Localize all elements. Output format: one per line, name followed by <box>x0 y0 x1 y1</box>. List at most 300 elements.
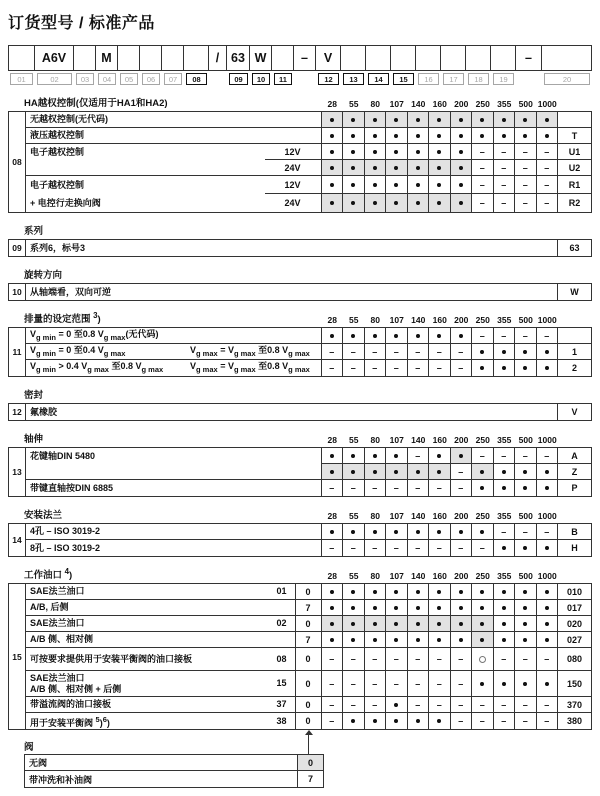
availability-cell <box>321 600 343 616</box>
availability-cell <box>536 344 558 360</box>
code-cell-02: A6V <box>35 45 74 71</box>
code-position-02: 02 <box>37 73 72 85</box>
option-label-text: SAE法兰油口 <box>30 586 85 596</box>
code-cell-04: M <box>96 45 118 71</box>
option-label <box>26 360 321 376</box>
availability-cell <box>450 160 472 176</box>
availability-dash: – <box>321 671 343 697</box>
valve-section-header: 阀 <box>24 742 34 753</box>
option-label-text: 带键直轴按DIN 6885 <box>30 482 114 493</box>
option-label-text: 花键轴DIN 5480 <box>30 450 96 461</box>
availability-dash: – <box>536 713 558 729</box>
size-column-header-140: 140 <box>411 315 426 325</box>
availability-dot <box>523 470 527 474</box>
availability-dot <box>373 183 377 187</box>
availability-dot <box>459 638 463 642</box>
section-number: 14 <box>9 524 26 556</box>
availability-dot <box>545 606 549 610</box>
option-label <box>26 240 557 256</box>
size-column-header-355: 355 <box>497 315 512 325</box>
section-15 <box>8 566 592 730</box>
availability-dot <box>394 183 398 187</box>
availability-cell <box>321 128 343 144</box>
availability-cell <box>450 600 472 616</box>
table-row <box>26 671 591 697</box>
availability-dot <box>394 622 398 626</box>
valve-code-cell: 7 <box>297 771 323 787</box>
availability-dot <box>523 682 527 686</box>
availability-dot <box>416 183 420 187</box>
availability-cell <box>428 713 450 729</box>
size-column-header-500: 500 <box>518 99 533 109</box>
availability-dot <box>330 454 334 458</box>
availability-dot <box>523 638 527 642</box>
availability-cell <box>407 144 429 160</box>
table-row <box>26 194 591 212</box>
availability-dot <box>545 366 549 370</box>
option-label <box>26 344 321 360</box>
option-label <box>26 713 295 729</box>
availability-dot <box>394 134 398 138</box>
code-cell: Z <box>557 464 591 480</box>
availability-cell <box>385 144 407 160</box>
availability-dash: – <box>514 160 536 176</box>
availability-dot <box>394 703 398 707</box>
availability-cell <box>407 600 429 616</box>
section-header-text: 安装法兰 <box>24 510 63 521</box>
size-column-header-107: 107 <box>389 315 404 325</box>
availability-dot <box>394 201 398 205</box>
table-row <box>26 540 591 556</box>
voltage-cell: 12V <box>265 176 321 194</box>
code-cell: B <box>557 524 591 540</box>
availability-cell <box>385 713 407 729</box>
table-row <box>26 284 591 300</box>
availability-dot <box>351 118 355 122</box>
availability-cell <box>428 160 450 176</box>
size-column-header-500: 500 <box>518 511 533 521</box>
availability-dash: – <box>428 540 450 556</box>
availability-dot <box>545 546 549 550</box>
code-position-07: 07 <box>164 73 182 85</box>
availability-dot <box>416 470 420 474</box>
availability-dot <box>437 530 441 534</box>
availability-cell <box>514 671 536 697</box>
availability-dot <box>480 638 484 642</box>
availability-dot <box>330 150 334 154</box>
option-label <box>26 160 265 176</box>
size-column-header-250: 250 <box>475 99 490 109</box>
availability-cell <box>450 144 472 160</box>
option-rows <box>26 404 591 420</box>
availability-dot <box>437 134 441 138</box>
availability-dot <box>545 590 549 594</box>
availability-dash: – <box>364 360 386 376</box>
option-label-text: 用于安装平衡阀 $^5$)$^6$) <box>30 714 110 728</box>
code-position-08: 08 <box>186 73 207 85</box>
availability-cell <box>536 464 558 480</box>
code-cell-16 <box>416 45 441 71</box>
connector-line <box>308 734 309 754</box>
availability-cell <box>428 600 450 616</box>
availability-cell <box>407 176 429 194</box>
size-column-header-28: 28 <box>327 571 337 581</box>
availability-cell <box>514 344 536 360</box>
voltage-cell: 24V <box>284 198 301 208</box>
size-column-header-107: 107 <box>389 571 404 581</box>
size-column-header-80: 80 <box>370 435 380 445</box>
size-column-header-80: 80 <box>370 571 380 581</box>
availability-dash: – <box>514 176 536 194</box>
size-column-header-80: 80 <box>370 511 380 521</box>
option-label <box>26 284 557 300</box>
availability-dash: – <box>536 160 558 176</box>
option-label-text: 8孔 – ISO 3019-2 <box>30 542 101 553</box>
option-label-text: 无越权控制(无代码) <box>30 114 108 124</box>
availability-dash: – <box>450 344 472 360</box>
option-table <box>8 111 592 213</box>
availability-cell <box>364 448 386 464</box>
availability-dash: – <box>428 648 450 671</box>
size-column-header-140: 140 <box>411 511 426 521</box>
availability-cell <box>321 584 343 600</box>
option-label <box>26 176 265 194</box>
availability-cell <box>364 600 386 616</box>
option-rows <box>26 240 591 256</box>
availability-cell <box>514 128 536 144</box>
size-column-header-80: 80 <box>370 315 380 325</box>
option-label-text: SAE法兰油口 A/B 侧、相对侧 + 后侧 <box>30 672 122 694</box>
availability-dot <box>523 546 527 550</box>
availability-dot <box>459 622 463 626</box>
availability-cell <box>364 616 386 632</box>
availability-dash: – <box>321 360 343 376</box>
size-column-header-355: 355 <box>497 435 512 445</box>
option-label <box>26 671 295 697</box>
table-row <box>26 600 591 616</box>
availability-cell <box>321 448 343 464</box>
availability-dot <box>480 622 484 626</box>
availability-dash: – <box>321 480 343 496</box>
code-cell-01 <box>8 45 35 71</box>
section-10 <box>8 269 592 301</box>
section-header <box>24 97 592 109</box>
option-label <box>26 144 265 160</box>
section-header <box>24 310 592 325</box>
availability-dash: – <box>450 540 472 556</box>
availability-dash: – <box>342 648 364 671</box>
section-number: 15 <box>9 584 26 729</box>
availability-dot <box>394 719 398 723</box>
availability-cell <box>364 713 386 729</box>
availability-dot <box>523 606 527 610</box>
availability-dash: – <box>536 697 558 713</box>
availability-cell <box>321 176 343 194</box>
availability-cell <box>407 616 429 632</box>
code-cell: T <box>557 128 591 144</box>
availability-cell <box>493 632 515 648</box>
availability-dot <box>437 118 441 122</box>
section-header <box>24 509 592 521</box>
option-label <box>26 632 295 648</box>
option-label-text: A/B, 后侧 <box>30 602 69 612</box>
availability-dash: – <box>342 697 364 713</box>
availability-cell <box>514 480 536 496</box>
valve-subcode-cell: 0 <box>295 584 321 600</box>
availability-dash: – <box>385 480 407 496</box>
code-cell: R1 <box>557 176 591 194</box>
availability-dash: – <box>493 448 515 464</box>
availability-cell <box>450 616 472 632</box>
availability-dot <box>351 334 355 338</box>
availability-dash: – <box>536 176 558 194</box>
availability-dash: – <box>364 697 386 713</box>
availability-cell <box>450 128 472 144</box>
availability-dash: – <box>493 328 515 344</box>
availability-dot <box>416 590 420 594</box>
table-row <box>26 344 591 360</box>
availability-dash: – <box>536 328 558 344</box>
availability-cell <box>428 584 450 600</box>
availability-cell <box>536 360 558 376</box>
availability-cell <box>364 128 386 144</box>
availability-cell <box>493 360 515 376</box>
availability-cell <box>364 328 386 344</box>
availability-dot <box>437 638 441 642</box>
code-position-15: 15 <box>393 73 414 85</box>
availability-cell <box>493 480 515 496</box>
availability-cell <box>514 464 536 480</box>
availability-cell <box>407 160 429 176</box>
availability-dot <box>373 134 377 138</box>
section-header-text: 工作油口 $^4$) <box>24 566 73 581</box>
availability-dot <box>480 590 484 594</box>
availability-cell <box>428 144 450 160</box>
size-column-header-140: 140 <box>411 571 426 581</box>
availability-dash: – <box>428 671 450 697</box>
availability-dot <box>394 470 398 474</box>
availability-dash: – <box>471 144 493 160</box>
availability-cell <box>428 176 450 194</box>
availability-cell <box>342 144 364 160</box>
size-column-header-55: 55 <box>349 99 359 109</box>
availability-dash: – <box>321 697 343 713</box>
availability-dot <box>394 590 398 594</box>
code-cell: W <box>557 284 591 300</box>
availability-dot <box>351 183 355 187</box>
availability-dot <box>459 606 463 610</box>
availability-cell <box>385 328 407 344</box>
availability-cell <box>493 600 515 616</box>
availability-dot <box>394 166 398 170</box>
availability-cell <box>385 600 407 616</box>
code-cell-14 <box>366 45 391 71</box>
section-13 <box>8 433 592 497</box>
availability-dash: – <box>471 328 493 344</box>
code-position-16: 16 <box>418 73 439 85</box>
option-table <box>8 447 592 497</box>
code-cell: U2 <box>557 160 591 176</box>
availability-dot <box>459 530 463 534</box>
availability-dash: – <box>471 448 493 464</box>
section-header <box>24 433 592 445</box>
table-row <box>26 128 591 144</box>
code-cell: 370 <box>557 697 591 713</box>
availability-cell <box>385 464 407 480</box>
availability-dash: – <box>493 524 515 540</box>
code-cell: 2 <box>557 360 591 376</box>
availability-dash: – <box>450 671 472 697</box>
availability-dot <box>416 201 420 205</box>
table-row <box>26 144 591 160</box>
availability-dash: – <box>471 540 493 556</box>
availability-dot <box>459 150 463 154</box>
size-column-header-355: 355 <box>497 99 512 109</box>
availability-cell <box>385 128 407 144</box>
availability-dash: – <box>514 648 536 671</box>
availability-cell <box>364 176 386 194</box>
code-separator: / <box>209 45 227 71</box>
availability-cell <box>385 632 407 648</box>
size-column-header-250: 250 <box>475 571 490 581</box>
availability-cell <box>407 194 429 212</box>
availability-dash: – <box>407 448 429 464</box>
availability-cell <box>514 600 536 616</box>
code-cell-13 <box>341 45 366 71</box>
availability-dot <box>330 530 334 534</box>
availability-dot <box>330 134 334 138</box>
port-group-number: 37 <box>276 699 287 709</box>
option-label-text: 电子越权控制 <box>30 179 85 190</box>
availability-dot <box>502 486 506 490</box>
availability-dot <box>351 150 355 154</box>
availability-cell <box>450 524 472 540</box>
size-column-header-28: 28 <box>327 511 337 521</box>
availability-cell <box>342 713 364 729</box>
size-column-header-200: 200 <box>454 99 469 109</box>
table-row <box>26 697 591 713</box>
code-cell-20 <box>542 45 592 71</box>
code-separator: – <box>294 45 316 71</box>
table-row <box>26 480 591 496</box>
size-column-header-160: 160 <box>432 571 447 581</box>
option-label-text-2: $V_{g max} = V_{g max}$ 至0.8 $V_{g max}$ <box>190 344 310 358</box>
availability-dot <box>502 350 506 354</box>
option-label-text: 电子越权控制 <box>30 146 85 157</box>
availability-dot <box>502 366 506 370</box>
availability-cell <box>471 112 493 128</box>
table-row <box>26 464 591 480</box>
availability-dash: – <box>407 540 429 556</box>
option-table <box>8 403 592 421</box>
availability-cell <box>428 632 450 648</box>
availability-dot <box>373 719 377 723</box>
availability-dot <box>545 134 549 138</box>
availability-dot <box>437 719 441 723</box>
availability-dot <box>502 470 506 474</box>
availability-dot <box>502 134 506 138</box>
availability-dot <box>416 622 420 626</box>
availability-dot <box>373 622 377 626</box>
port-group-number: 02 <box>276 618 287 628</box>
code-cell: 020 <box>557 616 591 632</box>
code-position-12: 12 <box>318 73 339 85</box>
size-column-header-107: 107 <box>389 511 404 521</box>
section-header <box>24 225 592 237</box>
availability-dot <box>351 166 355 170</box>
valve-subcode-cell: 0 <box>295 713 321 729</box>
valve-option-label: 带冲洗和补油阀 <box>29 774 93 785</box>
availability-dot <box>351 606 355 610</box>
availability-cell <box>450 194 472 212</box>
availability-dash: – <box>342 344 364 360</box>
option-label <box>26 128 321 144</box>
availability-dot <box>523 590 527 594</box>
option-label-text-2: $V_{g max} = V_{g max}$ 至0.8 $V_{g max}$ <box>190 361 310 374</box>
availability-dot <box>330 638 334 642</box>
option-label <box>26 697 295 713</box>
table-row <box>26 648 591 671</box>
size-column-header-500: 500 <box>518 571 533 581</box>
availability-dot <box>330 590 334 594</box>
option-rows <box>26 584 591 729</box>
valve-table <box>24 754 324 788</box>
table-row <box>26 160 591 176</box>
availability-dot <box>545 350 549 354</box>
availability-cell <box>342 160 364 176</box>
availability-cell <box>407 584 429 600</box>
availability-dot <box>480 530 484 534</box>
availability-dot <box>330 470 334 474</box>
availability-dash: – <box>385 344 407 360</box>
code-position-01: 01 <box>10 73 33 85</box>
availability-cell <box>428 464 450 480</box>
availability-cell <box>342 176 364 194</box>
table-row <box>26 616 591 632</box>
availability-dot <box>416 606 420 610</box>
availability-dash: – <box>385 671 407 697</box>
availability-dot <box>373 638 377 642</box>
availability-dash: – <box>364 344 386 360</box>
section-header-text: HA越权控制(仅适用于HA1和HA2) <box>24 98 168 109</box>
availability-cell <box>385 448 407 464</box>
availability-dash: – <box>514 697 536 713</box>
valve-option-label: 无阀 <box>25 755 297 771</box>
availability-dot <box>416 134 420 138</box>
code-position-numbers <box>8 73 592 85</box>
availability-dot <box>523 350 527 354</box>
availability-dot <box>373 606 377 610</box>
size-column-header-28: 28 <box>327 435 337 445</box>
size-column-header-200: 200 <box>454 315 469 325</box>
size-column-header-140: 140 <box>411 435 426 445</box>
availability-dot <box>502 546 506 550</box>
code-cell: 017 <box>557 600 591 616</box>
port-group-number: 08 <box>276 653 287 664</box>
code-cell-06 <box>140 45 162 71</box>
availability-cell <box>385 176 407 194</box>
option-label-text: 系列6，标号3 <box>30 242 86 253</box>
availability-cell <box>450 112 472 128</box>
availability-dot <box>459 334 463 338</box>
availability-dot <box>437 166 441 170</box>
availability-dot <box>351 622 355 626</box>
code-cell: H <box>557 540 591 556</box>
availability-dot <box>459 118 463 122</box>
availability-cell <box>428 194 450 212</box>
table-row <box>26 448 591 464</box>
availability-dot <box>437 622 441 626</box>
